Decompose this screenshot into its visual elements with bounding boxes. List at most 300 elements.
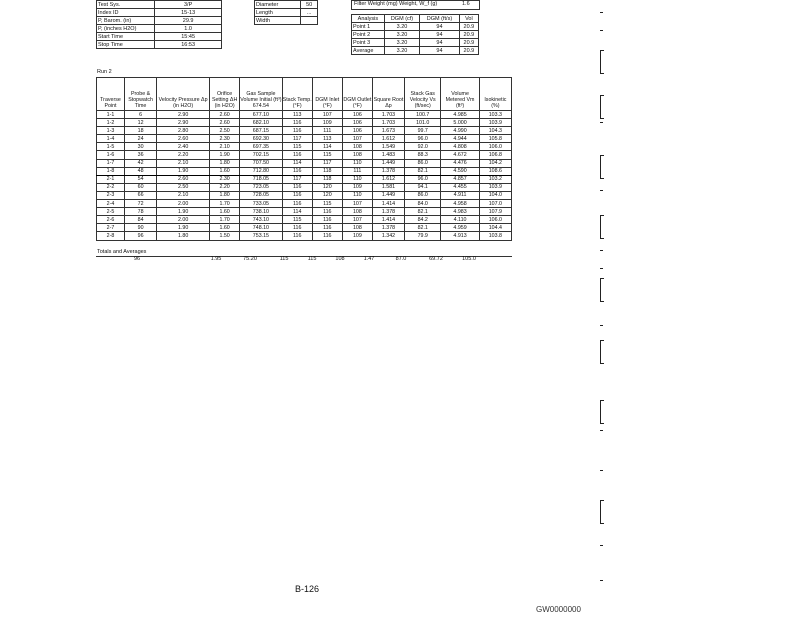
analysis-header-row xyxy=(352,15,479,23)
table-row xyxy=(97,151,512,159)
table-cell: 106.8 xyxy=(479,151,511,159)
table-cell: 2.20 xyxy=(157,151,210,159)
table-cell: 4.911 xyxy=(441,191,479,199)
table-cell: 108 xyxy=(342,208,372,216)
table-cell: 1.90 xyxy=(210,151,240,159)
table-cell: 118 xyxy=(312,167,342,175)
table-cell: 120 xyxy=(312,183,342,191)
table-cell: 1-8 xyxy=(97,167,125,175)
margin-bracket xyxy=(600,50,604,74)
margin-tick xyxy=(600,190,603,191)
table-cell: 1-7 xyxy=(97,159,125,167)
filter-weight-label: Filter Weight (mg) Weight, W_f (g) xyxy=(354,1,438,7)
table-cell: 116 xyxy=(282,183,312,191)
filter-weight-value: 1.6 xyxy=(462,1,470,7)
table-cell: 2.00 xyxy=(157,200,210,208)
column-header: Square Root Δp xyxy=(372,78,404,111)
table-cell: 108 xyxy=(342,151,372,159)
table-cell: 1.90 xyxy=(157,224,210,232)
table-cell: 1.414 xyxy=(372,216,404,224)
analysis-col-header: Analysis xyxy=(352,15,385,23)
table-row xyxy=(97,119,512,127)
analysis-cell: Point 1 xyxy=(352,23,385,31)
analysis-row xyxy=(352,47,479,55)
table-cell: 1.449 xyxy=(372,159,404,167)
margin-bracket xyxy=(600,215,604,239)
analysis-cell: 3.20 xyxy=(384,39,419,47)
table-cell: 4.913 xyxy=(441,232,479,240)
table-cell: 116 xyxy=(312,208,342,216)
table-cell: 4.958 xyxy=(441,200,479,208)
table-cell: 113 xyxy=(312,135,342,143)
table-cell: 2-7 xyxy=(97,224,125,232)
info-value: 3/P xyxy=(155,1,222,9)
table-cell: 116 xyxy=(312,224,342,232)
table-cell: 104.4 xyxy=(479,224,511,232)
margin-tick xyxy=(600,430,603,431)
table-cell: 116 xyxy=(312,232,342,240)
table-row xyxy=(97,232,512,240)
table-cell: 84.2 xyxy=(405,216,441,224)
analysis-cell: Point 3 xyxy=(352,39,385,47)
margin-tick xyxy=(600,268,603,269)
info-value: 16:53 xyxy=(155,41,222,49)
margin-tick xyxy=(600,580,603,581)
margin-tick xyxy=(600,470,603,471)
dimension-value xyxy=(301,17,318,25)
table-cell: 1.703 xyxy=(372,111,404,119)
table-cell: 1.612 xyxy=(372,175,404,183)
table-row xyxy=(97,200,512,208)
table-cell: 1.80 xyxy=(210,191,240,199)
table-cell: 1.378 xyxy=(372,208,404,216)
info-row xyxy=(97,41,222,49)
table-cell: 1-4 xyxy=(97,135,125,143)
table-cell: 107 xyxy=(342,135,372,143)
analysis-cell: 94 xyxy=(420,23,460,31)
dimension-label: Diameter xyxy=(255,1,301,9)
table-cell: 104.2 xyxy=(479,159,511,167)
info-label: Start Time xyxy=(97,33,155,41)
table-cell: 116 xyxy=(282,167,312,175)
table-cell: 114 xyxy=(282,159,312,167)
table-cell: 78 xyxy=(125,208,157,216)
table-cell: 88.3 xyxy=(405,151,441,159)
table-cell: 4.983 xyxy=(441,208,479,216)
info-label: Test Sys. xyxy=(97,1,155,9)
column-header: Gas Sample Volume Initial (ft³) 674.54 xyxy=(240,78,283,111)
table-cell: 24 xyxy=(125,135,157,143)
dimension-row xyxy=(255,9,318,17)
table-cell: 82.1 xyxy=(405,208,441,216)
table-cell: 702.15 xyxy=(240,151,283,159)
table-cell: 1-2 xyxy=(97,119,125,127)
table-cell: 86.0 xyxy=(405,191,441,199)
table-row xyxy=(97,183,512,191)
table-row xyxy=(97,208,512,216)
table-row xyxy=(97,143,512,151)
table-cell: 42 xyxy=(125,159,157,167)
table-cell: 682.10 xyxy=(240,119,283,127)
table-cell: 106 xyxy=(342,111,372,119)
totals-value: 1.95 xyxy=(210,256,222,262)
column-header-row xyxy=(97,78,512,111)
table-cell: 116 xyxy=(282,191,312,199)
table-cell: 4.990 xyxy=(441,127,479,135)
info-label: Stop Time xyxy=(97,41,155,49)
table-cell: 109 xyxy=(312,119,342,127)
table-cell: 90 xyxy=(125,224,157,232)
table-cell: 54 xyxy=(125,175,157,183)
info-row xyxy=(97,9,222,17)
info-row xyxy=(97,33,222,41)
table-cell: 1.703 xyxy=(372,119,404,127)
analysis-col-header: DGM (ft/s) xyxy=(420,15,460,23)
table-cell: 2.10 xyxy=(157,191,210,199)
table-cell: 30 xyxy=(125,143,157,151)
table-cell: 100.7 xyxy=(405,111,441,119)
table-cell: 687.15 xyxy=(240,127,283,135)
table-cell: 18 xyxy=(125,127,157,135)
totals-label: Totals and Averages xyxy=(97,249,147,255)
table-cell: 117 xyxy=(282,175,312,183)
table-cell: 110 xyxy=(342,191,372,199)
table-cell: 104.3 xyxy=(479,127,511,135)
table-cell: 4.808 xyxy=(441,143,479,151)
margin-tick xyxy=(600,30,603,31)
table-row xyxy=(97,216,512,224)
table-cell: 4.455 xyxy=(441,183,479,191)
table-cell: 118 xyxy=(312,175,342,183)
table-cell: 697.35 xyxy=(240,143,283,151)
table-cell: 12 xyxy=(125,119,157,127)
dimension-label: Width xyxy=(255,17,301,25)
table-cell: 106 xyxy=(342,119,372,127)
column-header: Stack Gas Velocity Vs (ft/sec) xyxy=(405,78,441,111)
table-cell: 108 xyxy=(342,224,372,232)
filter-weight-box xyxy=(351,0,480,10)
analysis-cell: 94 xyxy=(420,47,460,55)
table-cell: 84.0 xyxy=(405,200,441,208)
table-cell: 96.0 xyxy=(405,135,441,143)
totals-value: 87.0 xyxy=(395,256,407,262)
table-cell: 4.857 xyxy=(441,175,479,183)
analysis-cell: 20.9 xyxy=(459,31,478,39)
table-cell: 753.15 xyxy=(240,232,283,240)
table-cell: 116 xyxy=(282,200,312,208)
totals-row xyxy=(96,257,512,265)
table-cell: 111 xyxy=(342,167,372,175)
table-cell: 1.70 xyxy=(210,216,240,224)
column-header: Velocity Pressure Δp (in H2O) xyxy=(157,78,210,111)
table-cell: 103.3 xyxy=(479,111,511,119)
table-cell: 1.673 xyxy=(372,127,404,135)
table-cell: 1-1 xyxy=(97,111,125,119)
table-cell: 110 xyxy=(342,175,372,183)
table-cell: 105.8 xyxy=(479,135,511,143)
document-code: GW0000000 xyxy=(536,605,581,614)
column-header: Isokinetic (%) xyxy=(479,78,511,111)
table-cell: 116 xyxy=(282,232,312,240)
table-cell: 101.0 xyxy=(405,119,441,127)
table-cell: 728.05 xyxy=(240,191,283,199)
table-cell: 103.9 xyxy=(479,119,511,127)
table-cell: 4.672 xyxy=(441,151,479,159)
table-cell: 107.9 xyxy=(479,208,511,216)
totals-value: 115 xyxy=(307,256,317,262)
table-cell: 4.110 xyxy=(441,216,479,224)
analysis-cell: 20.9 xyxy=(459,47,478,55)
table-cell: 117 xyxy=(312,159,342,167)
run-label: Run 2 xyxy=(97,69,112,75)
table-cell: 677.10 xyxy=(240,111,283,119)
table-cell: 1.483 xyxy=(372,151,404,159)
table-cell: 1.60 xyxy=(210,167,240,175)
table-cell: 2-4 xyxy=(97,200,125,208)
table-cell: 113 xyxy=(282,111,312,119)
table-cell: 6 xyxy=(125,111,157,119)
dimensions-table xyxy=(254,0,318,25)
table-row xyxy=(97,159,512,167)
margin-bracket xyxy=(600,278,604,302)
table-cell: 4.944 xyxy=(441,135,479,143)
table-row xyxy=(97,111,512,119)
info-label: P, (inches H2O) xyxy=(97,25,155,33)
table-cell: 4.590 xyxy=(441,167,479,175)
table-cell: 96.0 xyxy=(405,175,441,183)
table-cell: 4.476 xyxy=(441,159,479,167)
table-cell: 106.0 xyxy=(479,143,511,151)
column-header: DGM Outlet (°F) xyxy=(342,78,372,111)
table-cell: 738.10 xyxy=(240,208,283,216)
table-cell: 117 xyxy=(282,135,312,143)
table-cell: 2.90 xyxy=(157,119,210,127)
table-cell: 1.414 xyxy=(372,200,404,208)
table-cell: 1.60 xyxy=(210,224,240,232)
info-row xyxy=(97,25,222,33)
table-cell: 712.80 xyxy=(240,167,283,175)
table-cell: 104.0 xyxy=(479,191,511,199)
table-cell: 92.0 xyxy=(405,143,441,151)
table-cell: 733.05 xyxy=(240,200,283,208)
info-value: 29.9 xyxy=(155,17,222,25)
table-cell: 115 xyxy=(282,216,312,224)
totals-value: 75.20 xyxy=(243,256,257,262)
table-cell: 79.9 xyxy=(405,232,441,240)
table-cell: 2.00 xyxy=(157,216,210,224)
table-cell: 82.1 xyxy=(405,167,441,175)
table-cell: 66 xyxy=(125,191,157,199)
test-info-table xyxy=(96,0,222,49)
table-cell: 103.9 xyxy=(479,183,511,191)
info-label: Index ID xyxy=(97,9,155,17)
analysis-row xyxy=(352,23,479,31)
table-cell: 108.6 xyxy=(479,167,511,175)
table-cell: 723.05 xyxy=(240,183,283,191)
table-cell: 36 xyxy=(125,151,157,159)
table-cell: 2-6 xyxy=(97,216,125,224)
analysis-cell: 20.9 xyxy=(459,23,478,31)
table-cell: 2.60 xyxy=(157,135,210,143)
table-cell: 109 xyxy=(342,183,372,191)
margin-tick xyxy=(600,250,603,251)
analysis-cell: 3.20 xyxy=(384,47,419,55)
info-value: 15:45 xyxy=(155,33,222,41)
table-cell: 1.90 xyxy=(157,167,210,175)
table-cell: 1.70 xyxy=(210,200,240,208)
table-cell: 2.10 xyxy=(210,143,240,151)
table-cell: 60 xyxy=(125,183,157,191)
table-cell: 1.80 xyxy=(210,159,240,167)
table-cell: 707.50 xyxy=(240,159,283,167)
table-row xyxy=(97,191,512,199)
table-cell: 2.50 xyxy=(210,127,240,135)
table-cell: 2-2 xyxy=(97,183,125,191)
table-cell: 1.80 xyxy=(157,232,210,240)
margin-bracket xyxy=(600,155,604,179)
dimension-row xyxy=(255,1,318,9)
table-cell: 1.549 xyxy=(372,143,404,151)
info-row xyxy=(97,17,222,25)
analysis-col-header: Vol xyxy=(459,15,478,23)
table-cell: 1.449 xyxy=(372,191,404,199)
table-cell: 106 xyxy=(342,127,372,135)
analysis-col-header: DGM (cf) xyxy=(384,15,419,23)
table-cell: 2.40 xyxy=(157,143,210,151)
info-value: 15-13 xyxy=(155,9,222,17)
column-header: Probe & Stopwatch Time xyxy=(125,78,157,111)
table-cell: 743.10 xyxy=(240,216,283,224)
table-cell: 1.50 xyxy=(210,232,240,240)
table-cell: 120 xyxy=(312,191,342,199)
table-cell: 115 xyxy=(312,151,342,159)
analysis-row xyxy=(352,31,479,39)
margin-tick xyxy=(600,12,603,13)
traverse-data-table xyxy=(96,77,512,241)
table-cell: 82.1 xyxy=(405,224,441,232)
table-cell: 116 xyxy=(282,224,312,232)
table-cell: 116 xyxy=(282,127,312,135)
table-cell: 107 xyxy=(312,111,342,119)
table-cell: 107 xyxy=(342,216,372,224)
table-cell: 96 xyxy=(125,232,157,240)
table-cell: 748.10 xyxy=(240,224,283,232)
info-label: P, Barom. (in) xyxy=(97,17,155,25)
table-cell: 2-3 xyxy=(97,191,125,199)
page-number: B-126 xyxy=(295,584,320,594)
table-cell: 692.30 xyxy=(240,135,283,143)
totals-value: 108 xyxy=(335,256,345,262)
totals-value: 105.0 xyxy=(462,256,476,262)
analysis-cell: Average xyxy=(352,47,385,55)
table-cell: 1.612 xyxy=(372,135,404,143)
margin-bracket xyxy=(600,340,604,364)
dimension-row xyxy=(255,17,318,25)
totals-value: 115 xyxy=(279,256,289,262)
analysis-cell: 3.20 xyxy=(384,23,419,31)
table-cell: 94.1 xyxy=(405,183,441,191)
table-cell: 107 xyxy=(342,200,372,208)
table-cell: 1-5 xyxy=(97,143,125,151)
margin-bracket xyxy=(600,400,604,424)
table-cell: 111 xyxy=(312,127,342,135)
table-row xyxy=(97,175,512,183)
table-cell: 1.378 xyxy=(372,224,404,232)
table-cell: 1.581 xyxy=(372,183,404,191)
margin-tick xyxy=(600,325,603,326)
table-cell: 116 xyxy=(282,119,312,127)
analysis-row xyxy=(352,39,479,47)
table-cell: 2.60 xyxy=(157,175,210,183)
dimension-label: Length xyxy=(255,9,301,17)
totals-value: 69.72 xyxy=(429,256,443,262)
table-row xyxy=(97,167,512,175)
info-value: 1.0 xyxy=(155,25,222,33)
table-cell: 72 xyxy=(125,200,157,208)
table-cell: 2.60 xyxy=(210,111,240,119)
table-cell: 2-8 xyxy=(97,232,125,240)
table-cell: 103.8 xyxy=(479,232,511,240)
analysis-cell: 94 xyxy=(420,39,460,47)
table-cell: 106.0 xyxy=(479,216,511,224)
table-cell: 2.50 xyxy=(157,183,210,191)
table-cell: 107.0 xyxy=(479,200,511,208)
table-cell: 1.378 xyxy=(372,167,404,175)
column-header: Orifice Setting ΔH (in H2O) xyxy=(210,78,240,111)
table-cell: 48 xyxy=(125,167,157,175)
analysis-table xyxy=(351,14,479,55)
info-row xyxy=(97,1,222,9)
table-cell: 1.90 xyxy=(157,208,210,216)
table-cell: 115 xyxy=(282,143,312,151)
table-cell: 2-5 xyxy=(97,208,125,216)
table-cell: 110 xyxy=(342,159,372,167)
analysis-cell: 94 xyxy=(420,31,460,39)
table-cell: 86.0 xyxy=(405,159,441,167)
dimension-value: 50 xyxy=(301,1,318,9)
margin-bracket xyxy=(600,500,604,524)
table-cell: 2.30 xyxy=(210,175,240,183)
table-cell: 99.7 xyxy=(405,127,441,135)
table-cell: 4.985 xyxy=(441,111,479,119)
table-cell: 108 xyxy=(342,143,372,151)
column-header: DGM Inlet (°F) xyxy=(312,78,342,111)
table-cell: 116 xyxy=(282,151,312,159)
table-cell: 114 xyxy=(312,143,342,151)
table-cell: 2.90 xyxy=(157,111,210,119)
analysis-cell: 20.9 xyxy=(459,39,478,47)
column-header: Volume Metered Vm (ft³) xyxy=(441,78,479,111)
table-cell: 115 xyxy=(312,200,342,208)
table-cell: 1.342 xyxy=(372,232,404,240)
table-cell: 2.30 xyxy=(210,135,240,143)
table-cell: 109 xyxy=(342,232,372,240)
margin-bracket xyxy=(600,95,604,119)
column-header: Stack Temp. (°F) xyxy=(282,78,312,111)
table-row xyxy=(97,127,512,135)
table-row xyxy=(97,135,512,143)
table-cell: 103.2 xyxy=(479,175,511,183)
table-cell: 5.000 xyxy=(441,119,479,127)
margin-tick xyxy=(600,545,603,546)
table-cell: 116 xyxy=(312,216,342,224)
table-cell: 2.60 xyxy=(210,119,240,127)
table-cell: 114 xyxy=(282,208,312,216)
table-cell: 2.20 xyxy=(210,183,240,191)
totals-value: 1.47 xyxy=(363,256,375,262)
table-cell: 2.80 xyxy=(157,127,210,135)
table-cell: 2-1 xyxy=(97,175,125,183)
